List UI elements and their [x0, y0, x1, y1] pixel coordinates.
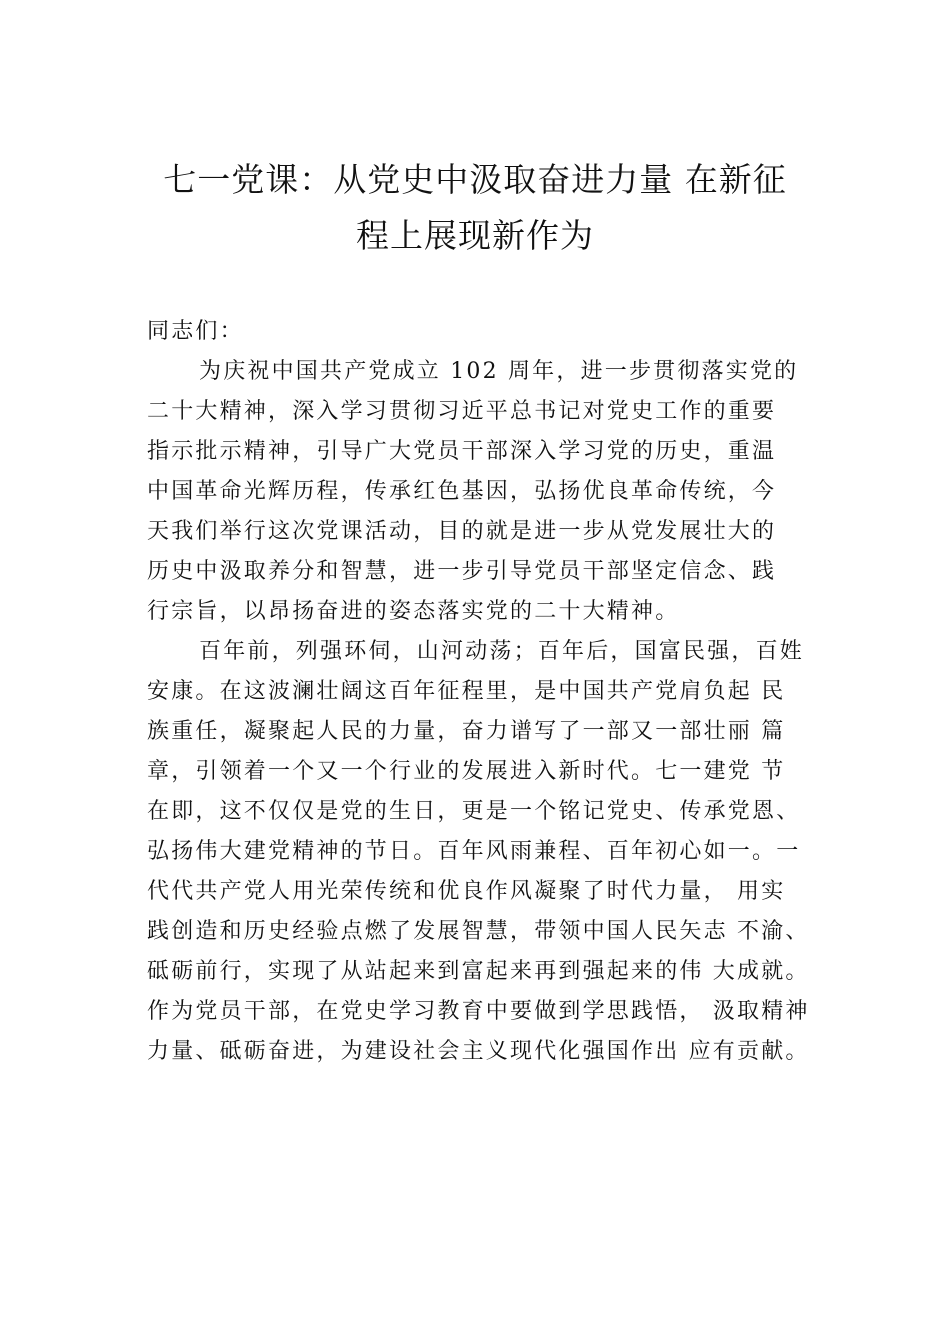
paragraph-line: 安康。在这波澜壮阔这百年征程里，是中国共产党肩负起 民	[147, 679, 786, 704]
paragraph-line: 中国革命光辉历程，传承红色基因，弘扬优良革命传统，今	[147, 479, 777, 504]
paragraph-line: 砥砺前行，实现了从站起来到富起来再到强起来的伟 大成就。	[147, 959, 810, 984]
paragraph-1	[147, 352, 837, 632]
title-line-2: 程上展现新作为	[356, 216, 594, 255]
paragraph-line: 作为党员干部，在党史学习教育中要做到学思践悟， 汲取精神	[147, 999, 810, 1024]
title-line-1: 七一党课：从党史中汲取奋进力量 在新征	[163, 160, 787, 199]
paragraph-line: 历史中汲取养分和智慧，进一步引导党员干部坚定信念、践	[147, 559, 777, 584]
paragraph-line: 践创造和历史经验点燃了发展智慧，带领中国人民矢志 不渝、	[147, 919, 810, 944]
greeting: 同志们：	[147, 319, 244, 344]
paragraph-line: 指示批示精神，引导广大党员干部深入学习党的历史，重温	[147, 439, 777, 464]
document-body	[147, 312, 837, 1072]
paragraph-line: 族重任，凝聚起人民的力量，奋力谱写了一部又一部壮丽 篇	[147, 719, 786, 744]
paragraph-line: 行宗旨，以昂扬奋进的姿态落实党的二十大精神。	[147, 599, 680, 624]
paragraph-line: 为庆祝中国共产党成立 102 周年，进一步贯彻落实党的	[199, 359, 799, 384]
document-title	[100, 152, 850, 264]
paragraph-line: 二十大精神，深入学习贯彻习近平总书记对党史工作的重要	[147, 399, 777, 424]
paragraph-line: 百年前，列强环伺，山河动荡；百年后，国富民强，百姓	[199, 639, 805, 664]
paragraph-line: 弘扬伟大建党精神的节日。百年风雨兼程、百年初心如一。一	[147, 839, 801, 864]
paragraph-2	[147, 632, 837, 1072]
paragraph-line: 代代共产党人用光荣传统和优良作风凝聚了时代力量， 用实	[147, 879, 786, 904]
paragraph-line: 章，引领着一个又一个行业的发展进入新时代。七一建党 节	[147, 759, 786, 784]
paragraph-line: 在即，这不仅仅是党的生日，更是一个铭记党史、传承党恩、	[147, 799, 801, 824]
paragraph-line: 力量、砥砺奋进，为建设社会主义现代化强国作出 应有贡献。	[147, 1039, 810, 1064]
paragraph-line: 天我们举行这次党课活动，目的就是进一步从党发展壮大的	[147, 519, 777, 544]
